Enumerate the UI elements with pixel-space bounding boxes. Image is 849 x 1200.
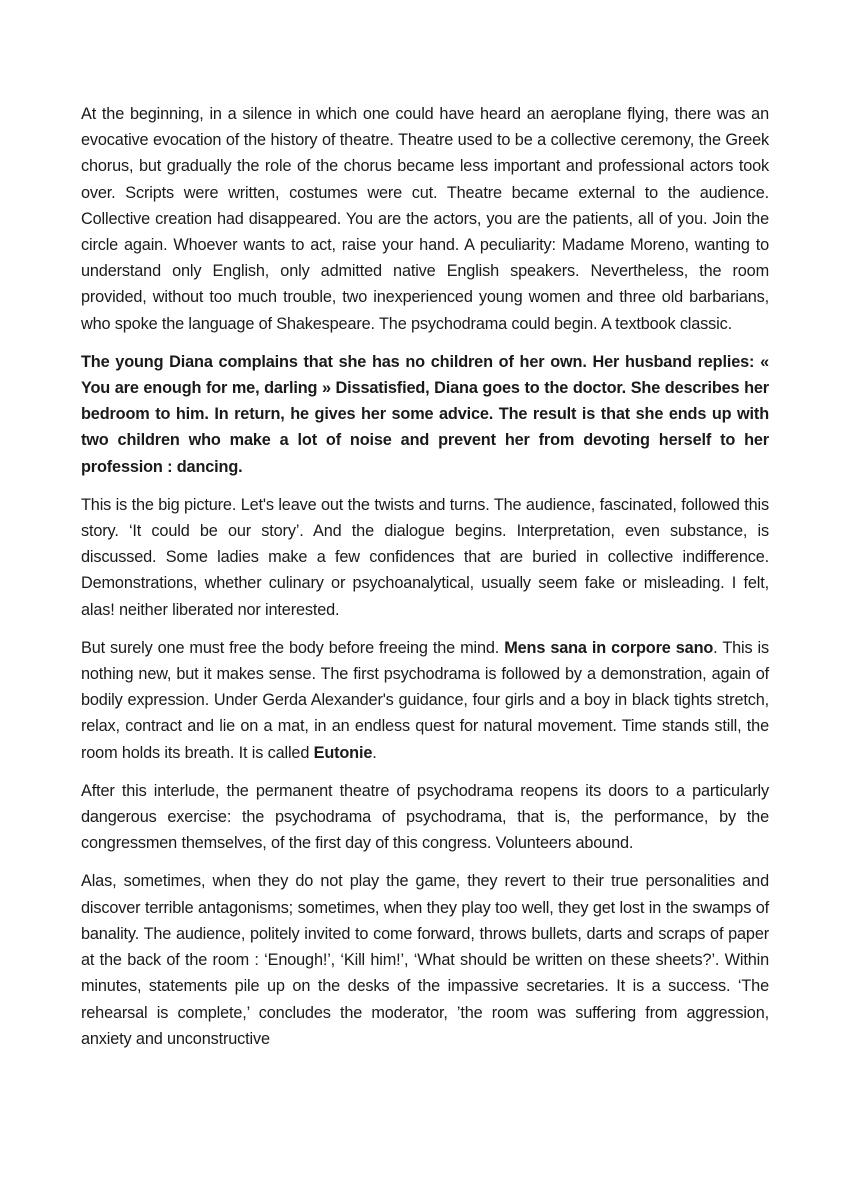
paragraph-free-the-body <box>81 635 769 766</box>
mens-sana-phrase: Mens sana in corpore sano <box>504 638 714 657</box>
paragraph-interlude: After this interlude, the permanent theatre of psychodrama reopens its doors to a particularly dangerous exercise: the psychodrama of psychodrama, that is, the performance, by the congressmen themselves, of the first day of this congress. Volunteers abound. <box>81 781 769 853</box>
document-page <box>81 101 769 1064</box>
paragraph-diana-story: The young Diana complains that she has no children of her own. Her husband replies: « You are enough for me, darling » Dissatisfied, Diana goes to the doctor. She describes her bedroom to him. In return, he gives her some advice. The result is that she ends up with two children who make a lot of noise and prevent her from devoting herself to her profession : dancing. <box>81 352 769 476</box>
paragraph-free-the-body-text-2: . This is nothing new, but it makes sense. The first psychodrama is followed by a demonstration, again of bodily expression. Under Gerda Alexander's guidance, four girls and a boy in black tights stretch, relax, contract and lie on a mat, in an endless quest for natural movement. Time stands still, the room holds its breath. It is called <box>81 638 769 762</box>
paragraph-alas-sometimes: Alas, sometimes, when they do not play the game, they revert to their true personalities and discover terrible antagonisms; sometimes, when they play too well, they get lost in the swamps of banality. The audience, politely invited to come forward, throws bullets, darts and scraps of paper at the back of the room : ‘Enough!’, ‘Kill him!’, ‘What should be written on these sheets?’. Within minutes, statements pile up on the desks of the impassive secretaries. It is a success. ‘The rehearsal is complete,’ concludes the moderator, ’the room was suffering from aggression, anxiety and unconstructive <box>81 872 769 1048</box>
eutonie-term: Eutonie <box>313 743 373 762</box>
paragraph-free-the-body-text-1: But surely one must free the body before freeing the mind. <box>81 638 505 657</box>
paragraph-big-picture: This is the big picture. Let's leave out the twists and turns. The audience, fascinated, followed this story. ‘It could be our story’. And the dialogue begins. Interpretation, even substance, is discussed. Some ladies make a few confidences that are buried in collective indifference. Demonstrations, whether culinary or psychoanalytical, usually seem fake or misleading. I felt, alas! neither liberated nor interested. <box>81 495 769 619</box>
paragraph-free-the-body-text-3: . <box>372 743 377 762</box>
paragraph-history-of-theatre: At the beginning, in a silence in which one could have heard an aeroplane flying, there was an evocative evocation of the history of theatre. Theatre used to be a collective ceremony, the Greek chorus, but gradually the role of the chorus became less important and professional actors took over. Scripts were written, costumes were cut. Theatre became external to the audience. Collective creation had disappeared. You are the actors, you are the patients, all of you. Join the circle again. Whoever wants to act, raise your hand. A peculiarity: Madame Moreno, wanting to understand only English, only admitted native English speakers. Nevertheless, the room provided, without too much trouble, two inexperienced young women and three old barbarians, who spoke the language of Shakespeare. The psychodrama could begin. A textbook classic. <box>81 105 769 333</box>
